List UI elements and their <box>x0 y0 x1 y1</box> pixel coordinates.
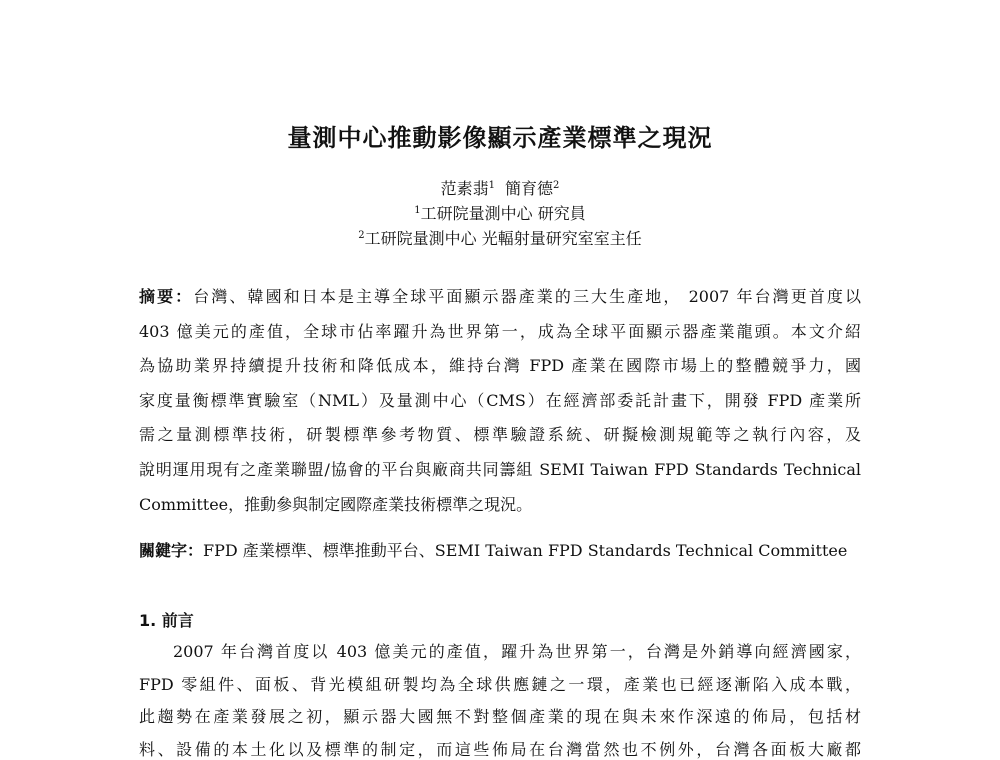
affiliation-line <box>0 201 1000 226</box>
paper-title: 量測中心推動影像顯示產業標準之現況 <box>287 124 713 152</box>
abstract-text: 台灣、韓國和日本是主導全球平面顯示器產業的三大生產地， 2007 年台灣更首度以 <box>193 287 861 306</box>
affiliation-line <box>0 226 1000 251</box>
abstract-line: Committee，推動參與制定國際產業技術標準之現況。 <box>139 494 533 514</box>
affiliation-mark: 2 <box>553 180 560 191</box>
abstract-line <box>139 280 861 315</box>
author-name: 簡育德 <box>505 179 554 198</box>
affiliation-text: 工研院量測中心 光輻射量研究室室主任 <box>364 229 642 248</box>
abstract <box>139 280 861 522</box>
abstract-line: 為協助業界持續提升技術和降低成本，維持台灣 FPD 產業在國際市場上的整體競爭力，國 <box>139 356 861 376</box>
author-name: 范素翡 <box>440 179 489 198</box>
abstract-line: 403 億美元的產值，全球市佔率躍升為世界第一，成為全球平面顯示器產業龍頭。本文介紹 <box>139 321 861 341</box>
body-line: 2007 年台灣首度以 403 億美元的產值，躍升為世界第一，台灣是外銷導向經濟國家， <box>173 642 861 661</box>
affiliation-mark: 2 <box>358 230 365 241</box>
abstract-line: 說明運用現有之產業聯盟/協會的平台與廠商共同籌組 SEMI Taiwan FPD Standards Technical <box>139 459 861 479</box>
section-body <box>139 636 861 760</box>
keywords-text: FPD 產業標準、標準推動平台、SEMI Taiwan FPD Standards Technical Committee <box>203 541 848 560</box>
abstract-label: 摘要： <box>139 287 194 306</box>
affiliation-mark: 1 <box>488 180 495 191</box>
abstract-line: 家度量衡標準實驗室（NML）及量測中心（CMS）在經濟部委託計畫下，開發 FPD 產業所 <box>139 390 861 410</box>
author-line <box>0 176 1000 201</box>
body-line: FPD 零組件、面板、背光模組研製均為全球供應鏈之一環，產業也已經逐漸陷入成本戰， <box>139 674 861 694</box>
author-block <box>0 176 1000 251</box>
keywords-label: 關鍵字： <box>139 541 204 560</box>
abstract-line: 需之量測標準技術，研製標準參考物質、標準驗證系統、研擬檢測規範等之執行內容，及 <box>139 425 861 445</box>
body-line: 料、設備的本土化以及標準的制定，而這些佈局在台灣當然也不例外，台灣各面板大廠都 <box>139 739 861 759</box>
body-line: 此趨勢在產業發展之初，顯示器大國無不對整個產業的現在與未來作深遠的佈局，包括材 <box>139 707 861 726</box>
affiliation-mark: 1 <box>414 205 421 216</box>
keywords <box>139 538 861 564</box>
affiliation-text: 工研院量測中心 研究員 <box>420 204 586 223</box>
section-heading: 1. 前言 <box>139 611 194 630</box>
